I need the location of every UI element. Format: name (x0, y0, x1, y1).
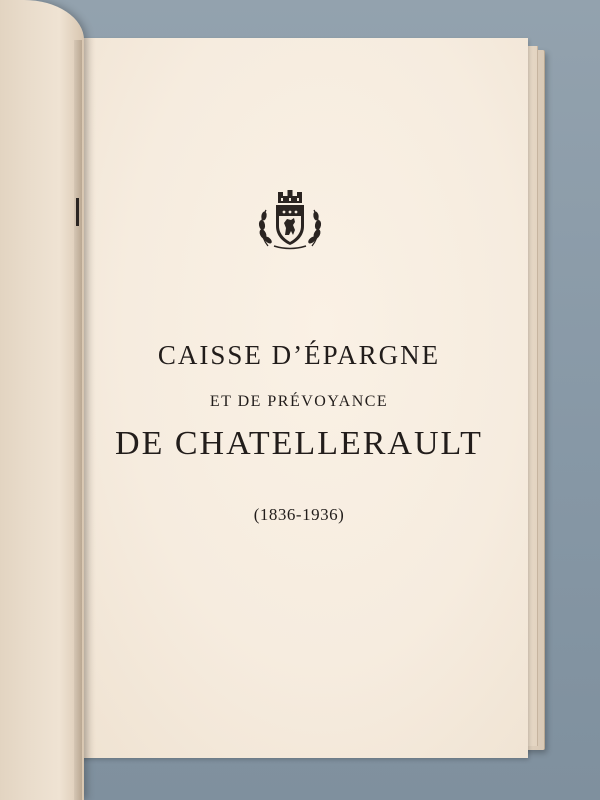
title-line-1: CAISSE D’ÉPARGNE (157, 340, 441, 370)
left-page-edge (74, 40, 82, 800)
page-mark (76, 198, 79, 226)
title-line-3: DE CHATELLERAULT (115, 425, 483, 462)
coat-of-arms-icon (254, 188, 326, 252)
dates-line: (1836-1936) (253, 505, 345, 524)
title-line-2: ET DE PRÉVOYANCE (209, 393, 389, 410)
